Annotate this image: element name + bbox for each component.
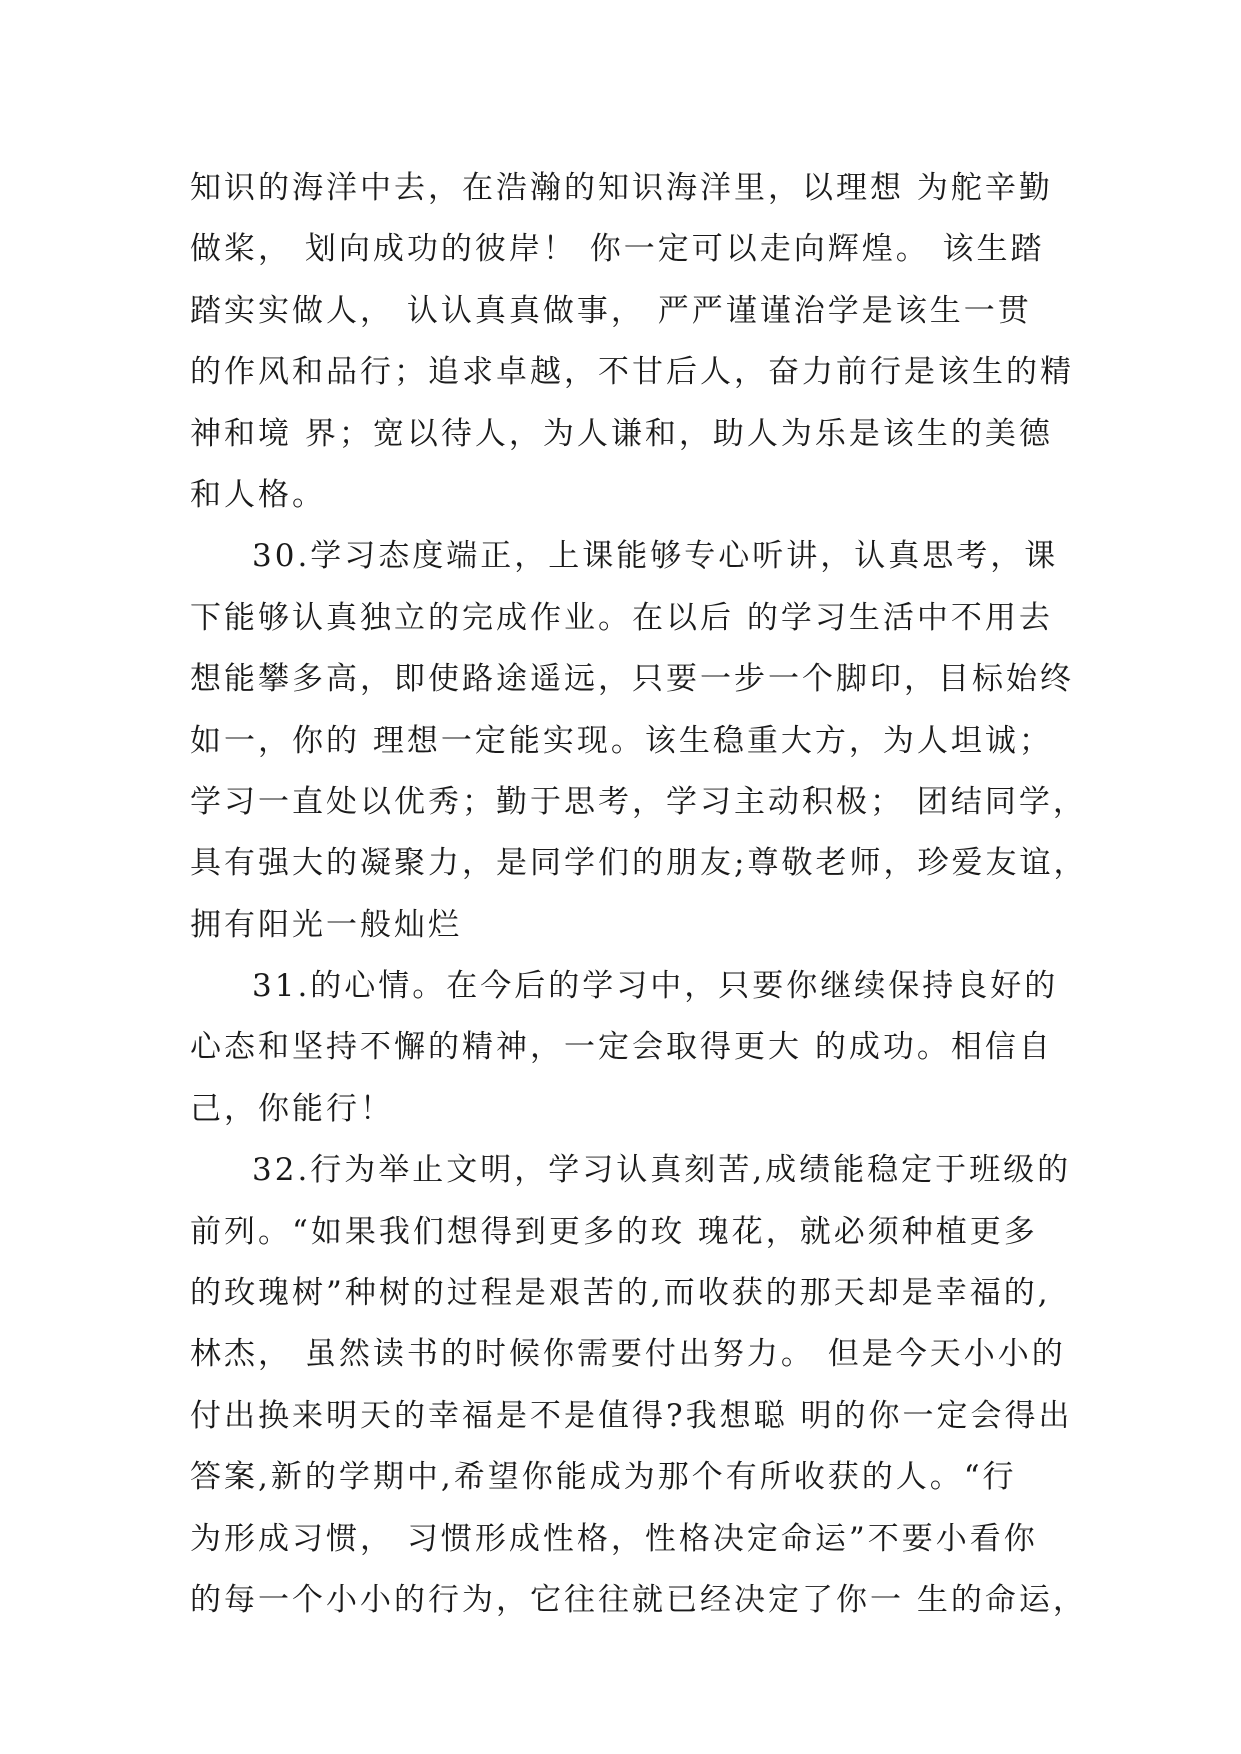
text-line: 前列。“如果我们想得到更多的玫 瑰花，就必须种植更多 — [190, 1213, 1038, 1250]
text-line: 的每一个小小的行为，它往往就已经决定了你一 生的命运， — [190, 1581, 1087, 1618]
text-line: 做桨， 划向成功的彼岸！ 你一定可以走向辉煌。 该生踏 — [190, 231, 1045, 268]
text-line: 答案,新的学期中,希望你能成为那个有所收获的人。“行 — [190, 1459, 1017, 1496]
text-line: 付出换来明天的幸福是不是值得?我想聪 明的你一定会得出 — [190, 1397, 1073, 1434]
text-line: 想能攀多高，即使路途遥远，只要一步一个脚印，目标始终 — [190, 661, 1074, 698]
text-line-item-32: 32.行为举止文明，学习认真刻苦,成绩能稳定于班级的 — [252, 1152, 1072, 1189]
text-line: 知识的海洋中去，在浩瀚的知识海洋里，以理想 为舵辛勤 — [190, 170, 1053, 206]
text-line: 己，你能行！ — [190, 1090, 394, 1127]
text-line: 的作风和品行；追求卓越，不甘后人，奋力前行是该生的精 — [190, 354, 1074, 391]
text-line: 学习一直处以优秀；勤于思考，学习主动积极； 团结同学， — [190, 783, 1087, 820]
text-line: 和人格。 — [190, 476, 326, 513]
text-line-item-30: 30.学习态度端正，上课能够专心听讲，认真思考，课 — [252, 538, 1059, 575]
text-line: 神和境 界；宽以待人，为人谦和，助人为乐是该生的美德 — [190, 415, 1053, 452]
document-body — [190, 158, 1088, 1631]
text-line: 心态和坚持不懈的精神，一定会取得更大 的成功。相信自 — [190, 1029, 1053, 1066]
text-line-item-31: 31.的心情。在今后的学习中，只要你继续保持良好的 — [252, 968, 1059, 1005]
text-line: 具有强大的凝聚力，是同学们的朋友;尊敬老师，珍爱友谊， — [190, 845, 1088, 882]
text-line: 踏实实做人， 认认真真做事， 严严谨谨治学是该生一贯 — [190, 292, 1032, 329]
text-line: 林杰， 虽然读书的时候你需要付出努力。 但是今天小小的 — [190, 1336, 1066, 1373]
text-line: 拥有阳光一般灿烂 — [190, 906, 462, 943]
text-line: 下能够认真独立的完成作业。在以后 的学习生活中不用去 — [190, 599, 1053, 636]
text-line: 的玫瑰树”种树的过程是艰苦的,而收获的那天却是幸福的, — [190, 1275, 1051, 1312]
text-line: 为形成习惯， 习惯形成性格，性格决定命运”不要小看你 — [190, 1520, 1038, 1557]
text-line: 如一，你的 理想一定能实现。该生稳重大方，为人坦诚； — [190, 722, 1053, 759]
